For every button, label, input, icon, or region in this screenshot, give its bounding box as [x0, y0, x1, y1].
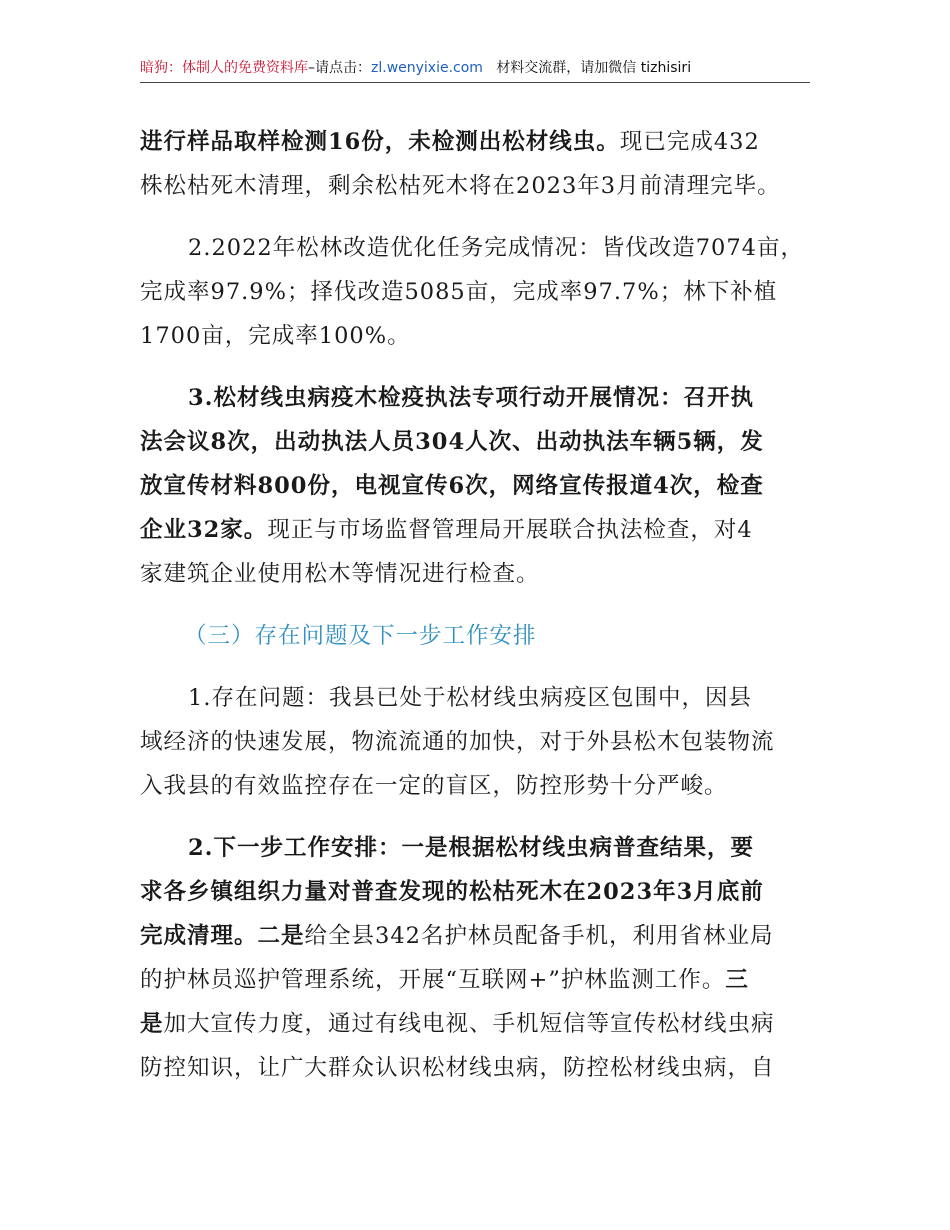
- bold-text: 是: [140, 1011, 164, 1037]
- text-line: 完成率97.9%；择伐改造5085亩，完成率97.7%；林下补植: [140, 279, 778, 305]
- text-line: 2.2022年松林改造优化任务完成情况：皆伐改造7074亩，: [188, 235, 804, 261]
- text-line: [140, 120, 816, 164]
- header-click-prompt: –请点击：: [308, 60, 371, 76]
- text-line: 1700亩，完成率100%。: [140, 323, 411, 349]
- document-body: [140, 120, 816, 1108]
- paragraph-problems: [140, 676, 816, 808]
- text-line: [140, 508, 816, 552]
- text-line: [140, 1002, 816, 1046]
- text-line: 法会议8次，出动执法人员304人次、出动执法车辆5辆，发: [140, 429, 764, 455]
- text-line: [140, 958, 816, 1002]
- bold-text: 企业32家。: [140, 517, 268, 543]
- section-heading-block: [140, 614, 816, 658]
- text-span: 给全县342名护林员配备手机，利用省林业局: [304, 923, 774, 949]
- text-line: 株松枯死木清理，剩余松枯死木将在2023年3月前清理完毕。: [140, 173, 781, 199]
- text-span: 现正与市场监督管理局开展联合执法检查，对4: [267, 517, 753, 543]
- paragraph-enforcement: [140, 376, 816, 596]
- text-span: 加大宣传力度，通过有线电视、手机短信等宣传松材线虫病: [163, 1011, 775, 1037]
- text-line: 2.下一步工作安排：一是根据松材线虫病普查结果，要: [188, 835, 754, 861]
- text-span: 现已完成432: [619, 129, 760, 155]
- text-line: [140, 914, 816, 958]
- text-line: 入我县的有效监控存在一定的盲区，防控形势十分严峻。: [140, 773, 728, 799]
- text-line: 防控知识，让广大群众认识松材线虫病，防控松材线虫病，自: [140, 1055, 775, 1081]
- section-heading: （三）存在问题及下一步工作安排: [184, 623, 537, 649]
- page-header: [140, 58, 810, 83]
- text-line: 3.松材线虫病疫木检疫执法专项行动开展情况：召开执: [188, 385, 754, 411]
- header-link[interactable]: zl.wenyixie.com: [371, 60, 483, 76]
- text-line: 求各乡镇组织力量对普查发现的松枯死木在2023年3月底前: [140, 879, 764, 905]
- header-site-name: 暗狗：体制人的免费资料库: [140, 60, 308, 76]
- bold-text: 三: [725, 967, 749, 993]
- header-wechat-note: 材料交流群，请加微信 tizhisiri: [496, 60, 692, 76]
- text-line: 家建筑企业使用松木等情况进行检查。: [140, 561, 540, 587]
- text-line: 1.存在问题：我县已处于松材线虫病疫区包围中，因县: [188, 685, 752, 711]
- paragraph-sampling: [140, 120, 816, 208]
- bold-text: 进行样品取样检测16份，未检测出松材线虫。: [140, 129, 620, 155]
- paragraph-forest-renovation: [140, 226, 816, 358]
- bold-text: 完成清理。二是: [140, 923, 305, 949]
- text-span: 的护林员巡护管理系统，开展“互联网+”护林监测工作。: [140, 967, 726, 993]
- text-line: 域经济的快速发展，物流流通的加快，对于外县松木包装物流: [140, 729, 775, 755]
- text-line: 放宣传材料800份，电视宣传6次，网络宣传报道4次，检查: [140, 473, 764, 499]
- paragraph-next-steps: [140, 826, 816, 1090]
